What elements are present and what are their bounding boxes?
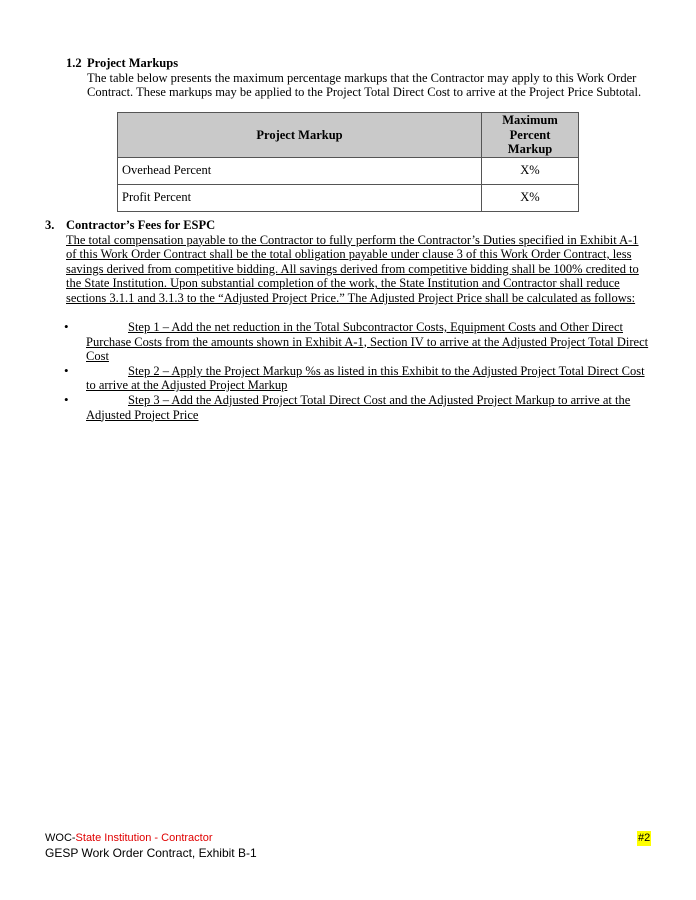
- step-text: Step 2 – Apply the Project Markup %s as listed in this Exhibit to the Adjusted Project Total Direct Cost to arrive at the Adjusted Project Markup: [86, 363, 645, 393]
- page-number: #2: [638, 832, 651, 844]
- project-markup-table: [117, 112, 579, 212]
- table-cell-value: X%: [482, 157, 579, 184]
- section-body: The total compensation payable to the Contractor to fully perform the Contractor’s Duties specified in Exhibit A-1 of this Work Order Contract shall be the total obligation payable under clause 3 of this Work Order Contract, less savings derived from competitive bidding. All savings derived from competitive bidding shall be 100% credited to the State Institution. Upon substantial completion of the work, the State Institution and Contractor shall reduce sections 3.1.1 and 3.1.3 to the “Adjusted Project Price.” The Adjusted Project Price shall be calculated as follows:: [66, 232, 639, 305]
- section-title: Contractor’s Fees for ESPC: [66, 218, 216, 232]
- table-header-row: [118, 113, 579, 158]
- section-3: [45, 218, 647, 306]
- bullet-icon: •: [64, 319, 69, 334]
- table-cell-value: X%: [482, 184, 579, 211]
- section-number: 1.2: [66, 56, 82, 70]
- footer-prefix: WOC-: [45, 832, 76, 844]
- table-cell-label: Profit Percent: [118, 184, 482, 211]
- section-intro: The table below presents the maximum percentage markups that the Contractor may apply to this Work Order Contract. These markups may be applied to the Project Total Direct Cost to arrive at the Project Price Subtotal.: [87, 70, 642, 100]
- table-cell-label: Overhead Percent: [118, 157, 482, 184]
- table-header: Maximum Percent Markup: [482, 113, 579, 158]
- bullet-icon: •: [64, 362, 69, 378]
- step-text: Step 3 – Add the Adjusted Project Total Direct Cost and the Adjusted Project Markup to arrive at the Adjusted Project Price: [86, 392, 631, 422]
- section-1-2: [66, 56, 656, 100]
- section-number: 3.: [45, 218, 55, 232]
- section-title: Project Markups: [87, 56, 179, 70]
- list-item: [66, 320, 650, 364]
- steps-list: [66, 320, 650, 422]
- section-3-heading: [45, 218, 647, 233]
- list-item: [66, 393, 650, 422]
- table-header: Project Markup: [118, 113, 482, 158]
- footer-doc-title: GESP Work Order Contract, Exhibit B-1: [45, 846, 257, 860]
- bullet-icon: •: [64, 391, 69, 407]
- footer-line-1: [45, 831, 213, 846]
- list-item: [66, 364, 650, 393]
- step-text: Step 1 – Add the net reduction in the Total Subcontractor Costs, Equipment Costs and Other Direct Purchase Costs from the amounts shown in Exhibit A-1, Section IV to arrive at the Adjusted Project Total Direct Cost: [86, 320, 649, 364]
- table-row: [118, 184, 579, 211]
- footer-party-label: State Institution - Contractor: [75, 832, 213, 844]
- section-1-2-heading: [66, 56, 656, 71]
- table-row: [118, 157, 579, 184]
